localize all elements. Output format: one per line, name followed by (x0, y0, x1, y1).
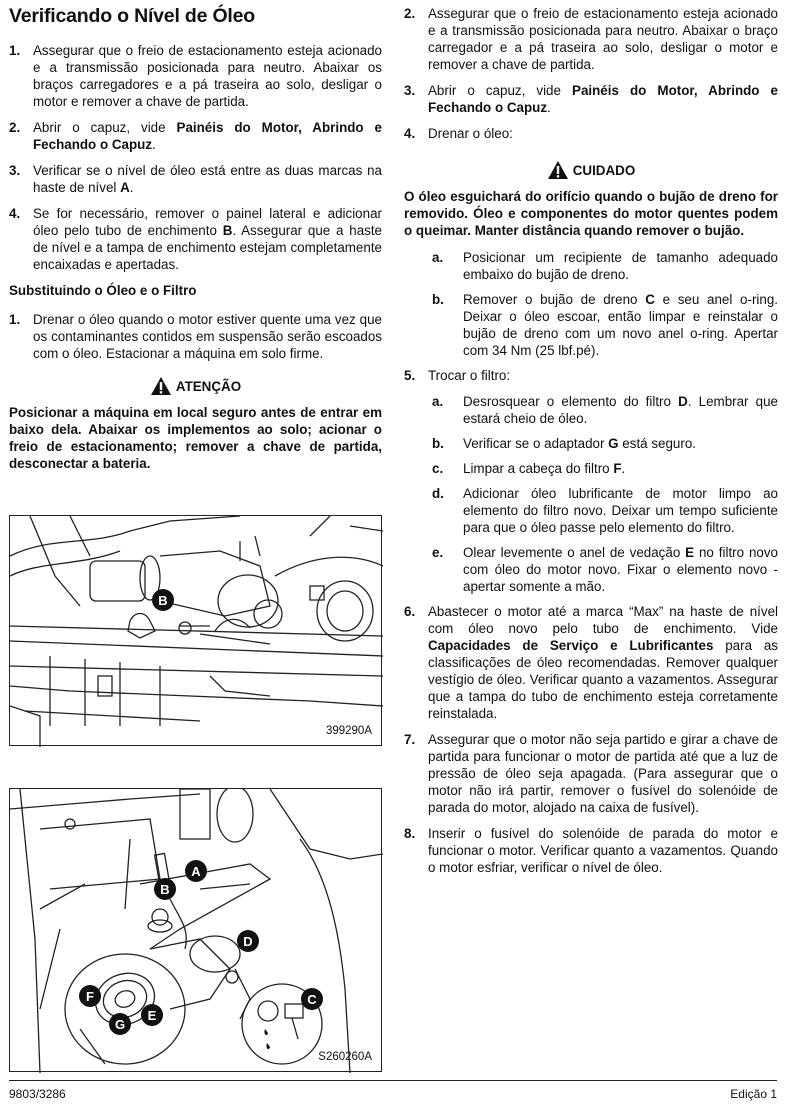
substep-letter: d. (432, 486, 444, 501)
attention-text: Posicionar a máquina em local seguro antes de entrar em baixo dela. Abaixar os implementos ao solo; acionar o freio de estacionamento; remover a chave de partida, desconectar a bateria. (9, 405, 382, 471)
text-run: no filtro novo com óleo do motor novo. Fixar o elemento novo - apertar somente a mão. (463, 545, 778, 594)
drain-substeps (404, 249, 778, 359)
lettered-substep (404, 435, 778, 452)
drain-steps (404, 5, 778, 142)
text-run: Abrir o capuz, vide (428, 83, 573, 98)
emphasis-text: D (678, 394, 688, 409)
text-run: . (129, 180, 134, 195)
step-text (463, 436, 696, 451)
numbered-step (9, 311, 382, 362)
text-run: Drenar o óleo: (428, 126, 513, 141)
emphasis-text: Painéis do Motor, Abrindo e Fechando o Capuz (428, 83, 778, 115)
step-text (33, 206, 382, 272)
step-text (463, 486, 778, 535)
step-text (428, 604, 778, 721)
step-text (428, 126, 513, 141)
text-run: Limpar a cabeça do filtro (463, 461, 614, 476)
attention-heading (9, 376, 382, 396)
text-run: . (152, 137, 156, 152)
step-number: 3. (404, 83, 416, 98)
page-footer (9, 1080, 777, 1103)
check-level-steps (9, 42, 382, 273)
text-run: Assegurar que o freio de estacionamento esteja acionado e a transmissão posicionada para neutro. Abaixar o braço carregador e a pá traseira ao solo, desligar o motor e remover a chave de partida. (428, 6, 778, 72)
callout-d: D (243, 934, 253, 949)
text-run: Verificar se o adaptador (463, 436, 609, 451)
step-text (428, 732, 778, 815)
step-text (463, 250, 778, 282)
replace-oil-steps (9, 311, 382, 362)
text-run: Assegurar que o motor não seja partido e girar a chave de partida para funcionar o motor de partida até que a luz de pressão de óleo seja apagada. (Para assegurar que o motor não irá partir, remover o fusível do solenóide de parada do motor, alojado na caixa de fusível). (428, 732, 778, 815)
numbered-step (9, 162, 382, 196)
numbered-step (404, 603, 778, 722)
text-run: Abastecer o motor até a marca “Max” na haste de nível com óleo novo pelo tubo de enchimento. Vide (428, 604, 778, 636)
callout-f: F (86, 989, 94, 1004)
emphasis-text: G (608, 436, 619, 451)
filter-step (404, 367, 778, 384)
filter-substeps (404, 393, 778, 595)
lettered-substep (404, 393, 778, 427)
step-text (428, 6, 778, 72)
edition-label: Edição 1 (730, 1087, 777, 1101)
right-column (404, 5, 778, 885)
text-run: . Lembrar que estará cheio de óleo. (463, 394, 778, 426)
attention-label: ATENÇÃO (175, 378, 242, 394)
step-text (33, 43, 382, 109)
step-number: 4. (404, 126, 416, 141)
step-text (33, 120, 382, 152)
caution-text: O óleo esguichará do orifício quando o bujão de dreno for removido. Óleo e componentes do motor quentes podem o queimar. Manter distância quando remover o bujão. (404, 189, 778, 238)
warning-icon (150, 376, 172, 396)
text-run: Verificar se o nível de óleo está entre as duas marcas na haste de nível (33, 163, 382, 195)
figure-id: S260260A (318, 1051, 372, 1063)
numbered-step (404, 731, 778, 816)
emphasis-text: C (645, 292, 655, 307)
numbered-step (9, 205, 382, 273)
figure-id: 399290A (325, 725, 372, 737)
callout-b-fig1: B (158, 593, 168, 608)
text-run: Abrir o capuz, vide (33, 120, 177, 135)
text-run: Desrosquear o elemento do filtro (463, 394, 679, 409)
step-text (33, 312, 382, 361)
figure-engine-filler (9, 515, 382, 746)
numbered-step (9, 119, 382, 153)
caution-label: CUIDADO (572, 162, 636, 178)
emphasis-text: B (222, 223, 233, 238)
document-number: 9803/3286 (9, 1087, 66, 1101)
callout-a: A (191, 864, 201, 879)
emphasis-text: Painéis do Motor, Abrindo e Fechando o Capuz (33, 120, 382, 152)
lettered-substep (404, 460, 778, 477)
step-number: 2. (404, 6, 416, 21)
callout-b: B (160, 882, 170, 897)
lettered-substep (404, 249, 778, 283)
lettered-substep (404, 485, 778, 536)
step-text (463, 292, 778, 358)
step-number: 7. (404, 732, 416, 747)
text-run: e seu anel o-ring. Deixar o óleo escoar, então limpar e reinstalar o bujão de dreno com um novo anel o-ring. Apertar com 34 Nm (25 lbf.pé). (463, 292, 778, 358)
warning-icon (547, 160, 569, 180)
text-run: Drenar o óleo quando o motor estiver quente uma vez que os contaminantes contidos em suspensão serão escoados com o óleo. Estacionar a máquina em solo firme. (33, 312, 382, 361)
emphasis-text: Capacidades de Serviço e Lubrificantes (428, 638, 714, 653)
step-text (463, 461, 625, 476)
lettered-substep (404, 291, 778, 359)
text-run: para as classificações de óleo recomendadas. Remover qualquer vestígio de óleo. Verificar quanto a vazamentos. Assegurar que a tampa do tubo de enchimento esteja corretamente reinstalada. (428, 638, 778, 721)
text-run: Remover o bujão de dreno (463, 292, 646, 307)
numbered-step (404, 82, 778, 116)
text-run: . (547, 100, 551, 115)
text-run: Inserir o fusível do solenóide de parada do motor e funcionar o motor. Verificar quanto a vazamentos. Quando o motor esfriar, verificar o nível de óleo. (428, 826, 778, 875)
substep-letter: a. (432, 394, 444, 409)
callout-e: E (147, 1008, 157, 1023)
step-number: 5. (404, 368, 416, 383)
step-number: 1. (9, 43, 21, 58)
step-number: 4. (9, 206, 21, 221)
caution-heading (404, 160, 778, 180)
final-steps (404, 603, 778, 876)
step-number: 6. (404, 604, 416, 619)
numbered-step (9, 42, 382, 110)
text-run: Trocar o filtro: (428, 368, 511, 383)
step-text (463, 394, 778, 426)
step-text (428, 368, 510, 383)
text-run: . Assegurar que a haste de nível e a tampa de enchimento estejam completamente encaixadas e apertadas. (33, 223, 382, 272)
step-number: 8. (404, 826, 416, 841)
substep-letter: b. (432, 436, 444, 451)
text-run: Se for necessário, remover o painel lateral e adicionar óleo pelo tubo de enchimento (33, 206, 382, 238)
step-number: 2. (9, 120, 21, 135)
step-text (428, 83, 778, 115)
lettered-substep (404, 544, 778, 595)
emphasis-text: F (613, 461, 622, 476)
emphasis-text: E (685, 545, 695, 560)
substep-letter: e. (432, 545, 444, 560)
emphasis-text: A (120, 180, 130, 195)
figure-oil-filter (9, 788, 382, 1072)
callout-g: G (114, 1017, 126, 1032)
step-number: 1. (9, 312, 21, 327)
text-run: Olear levemente o anel de vedação (463, 545, 686, 560)
text-run: . (621, 461, 626, 476)
substep-letter: c. (432, 461, 444, 476)
step-text (33, 163, 382, 195)
numbered-step (404, 125, 778, 142)
substep-letter: a. (432, 250, 444, 265)
text-run: está seguro. (618, 436, 696, 451)
numbered-step (404, 5, 778, 73)
text-run: Adicionar óleo lubrificante de motor limpo ao elemento do filtro novo. Deixar um tempo suficiente para que o óleo passe pelo elemento do filtro. (463, 486, 778, 535)
text-run: Assegurar que o freio de estacionamento esteja acionado e a transmissão posicionada para neutro. Abaixar os braços carregadores e a pá traseira ao solo, desligar o motor e remover a chave de partida. (33, 43, 382, 109)
left-column (9, 0, 382, 482)
engine-illustration (10, 516, 383, 747)
step-text (463, 545, 778, 594)
text-run: Posicionar um recipiente de tamanho adequado embaixo do bujão de dreno. (463, 250, 778, 282)
substep-letter: b. (432, 292, 444, 307)
step-number: 3. (9, 163, 21, 178)
numbered-step (404, 367, 778, 384)
step-text (428, 826, 778, 875)
section-subheading: Substituindo o Óleo e o Filtro (9, 283, 197, 298)
filter-illustration (10, 789, 383, 1073)
page-title: Verificando o Nível de Óleo (9, 5, 256, 27)
callout-c: C (307, 992, 317, 1007)
numbered-step (404, 825, 778, 876)
